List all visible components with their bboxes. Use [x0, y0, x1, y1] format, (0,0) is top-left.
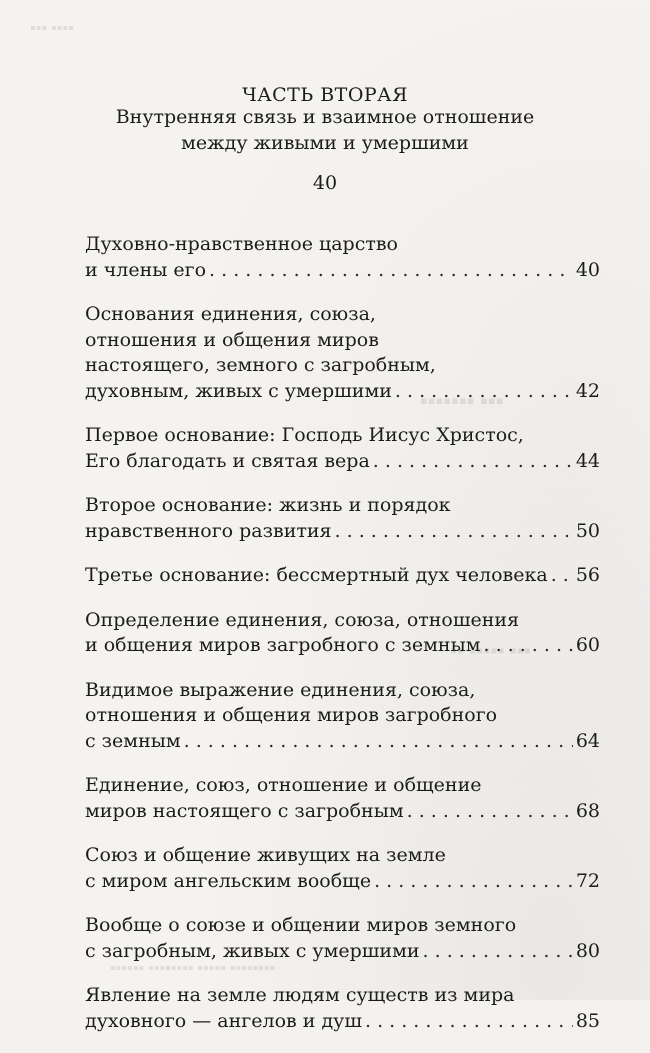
toc-entry	[85, 678, 600, 755]
bleed-through-4: ▪▪▪▪▪▪ ▪▪▪▪▪▪▪▪ ▪▪▪▪▪ ▪▪▪▪▪▪▪▪	[110, 960, 276, 977]
toc-entry	[85, 493, 600, 544]
dot-leader	[423, 939, 573, 965]
toc-entry-last-line	[85, 379, 600, 405]
toc-entry	[85, 232, 600, 283]
part-page-number: 40	[312, 172, 338, 194]
toc-entry-last-line	[85, 519, 600, 545]
toc-entry-page: 72	[575, 869, 600, 892]
bleed-through-1: ▪▪▪ ▪▪▪▪	[30, 20, 74, 37]
dot-leader	[483, 633, 572, 659]
toc-entry	[85, 913, 600, 964]
dot-leader	[209, 258, 573, 284]
toc-entry-page: 80	[575, 939, 600, 962]
toc-entry-last-line	[85, 633, 600, 659]
toc-entry-line: Единение, союз, отношение и общение	[85, 774, 482, 796]
toc-entry-line: Вообще о союзе и общении миров земного	[85, 914, 517, 936]
toc-entry-page: 60	[575, 634, 600, 656]
toc-entry-line: Первое основание: Господь Иисус Христос,	[85, 424, 524, 446]
toc-entry	[85, 302, 600, 404]
toc-entry-title-end: нравственного развития	[85, 519, 332, 542]
toc-entry	[85, 773, 600, 824]
toc-entry-page: 85	[575, 1009, 600, 1032]
toc-entry	[85, 563, 600, 589]
table-of-contents	[85, 232, 600, 1053]
toc-entry-title-end: с миром ангельским вообще	[85, 869, 372, 892]
subtitle-line-2: между живыми и умершими	[181, 132, 469, 154]
toc-entry-line: настоящего, земного с загробным,	[85, 354, 436, 376]
toc-entry-title-end: духовного — ангелов и душ	[85, 1009, 362, 1032]
toc-entry-line: Основания единения, союза,	[85, 303, 376, 325]
toc-entry-line: Видимое выражение единения, союза,	[85, 678, 476, 701]
dot-leader	[395, 379, 573, 405]
dot-leader	[551, 563, 573, 589]
toc-entry-page: 44	[575, 449, 600, 472]
bleed-through-2: ▪▪▪▪▪▪▪ ▪▪▪	[420, 388, 504, 413]
dot-leader	[407, 799, 573, 825]
dot-leader	[373, 449, 573, 475]
toc-entry-title-end: миров настоящего с загробным	[85, 799, 404, 822]
toc-entry-title-end: и члены его	[85, 258, 207, 281]
toc-entry-title-end: и общения миров загробного с земным	[85, 634, 481, 656]
dot-leader	[184, 729, 573, 755]
toc-entry-page: 50	[575, 519, 600, 542]
toc-entry	[85, 608, 600, 659]
dot-leader	[365, 1009, 573, 1035]
toc-entry-line: Духовно-нравственное царство	[85, 233, 398, 255]
toc-entry-line: Союз и общение живущих на земле	[85, 844, 446, 866]
toc-entry-last-line	[85, 799, 600, 825]
toc-entry	[85, 983, 600, 1034]
bleed-through-3: ▪▪ ▪▪▪▪▪ ▪▪▪	[450, 640, 531, 662]
toc-entry	[85, 843, 600, 894]
toc-entry-last-line	[85, 258, 600, 284]
toc-entry-page: 42	[575, 379, 600, 402]
toc-entry-page: 40	[575, 258, 600, 281]
toc-entry-page: 56	[575, 564, 600, 586]
part-title: ЧАСТЬ ВТОРАЯ	[242, 84, 408, 106]
subtitle-line-1: Внутренняя связь и взаимное отношение	[115, 106, 535, 128]
dot-leader	[335, 519, 573, 545]
part-subtitle	[0, 104, 650, 156]
toc-entry-title-end: духовным, живых с умершими	[85, 379, 392, 402]
toc-entry-line: отношения и общения миров загробного	[85, 704, 498, 726]
toc-entry-last-line	[85, 1009, 600, 1035]
toc-entry-title-end: Его благодать и святая вера	[85, 449, 370, 472]
toc-entry-title-end: с земным	[85, 729, 181, 752]
toc-entry-line: отношения и общения миров	[85, 328, 379, 351]
toc-entry-line: Второе основание: жизнь и порядок	[85, 494, 451, 516]
toc-entry-page: 68	[575, 799, 600, 822]
toc-entry-last-line	[85, 869, 600, 895]
toc-entry-line: Определение единения, союза, отношения	[85, 608, 520, 631]
toc-entry-last-line	[85, 563, 600, 589]
toc-entry-line: Явление на земле людям существ из мира	[85, 984, 515, 1006]
toc-entry-page: 64	[575, 729, 600, 752]
toc-entry-title-end: с загробным, живых с умершими	[85, 939, 420, 962]
toc-entry-last-line	[85, 449, 600, 475]
dot-leader	[374, 869, 573, 895]
toc-entry	[85, 423, 600, 474]
toc-entry-title-end: Третье основание: бессмертный дух человека	[85, 564, 548, 586]
toc-entry-last-line	[85, 939, 600, 965]
toc-entry-last-line	[85, 729, 600, 755]
